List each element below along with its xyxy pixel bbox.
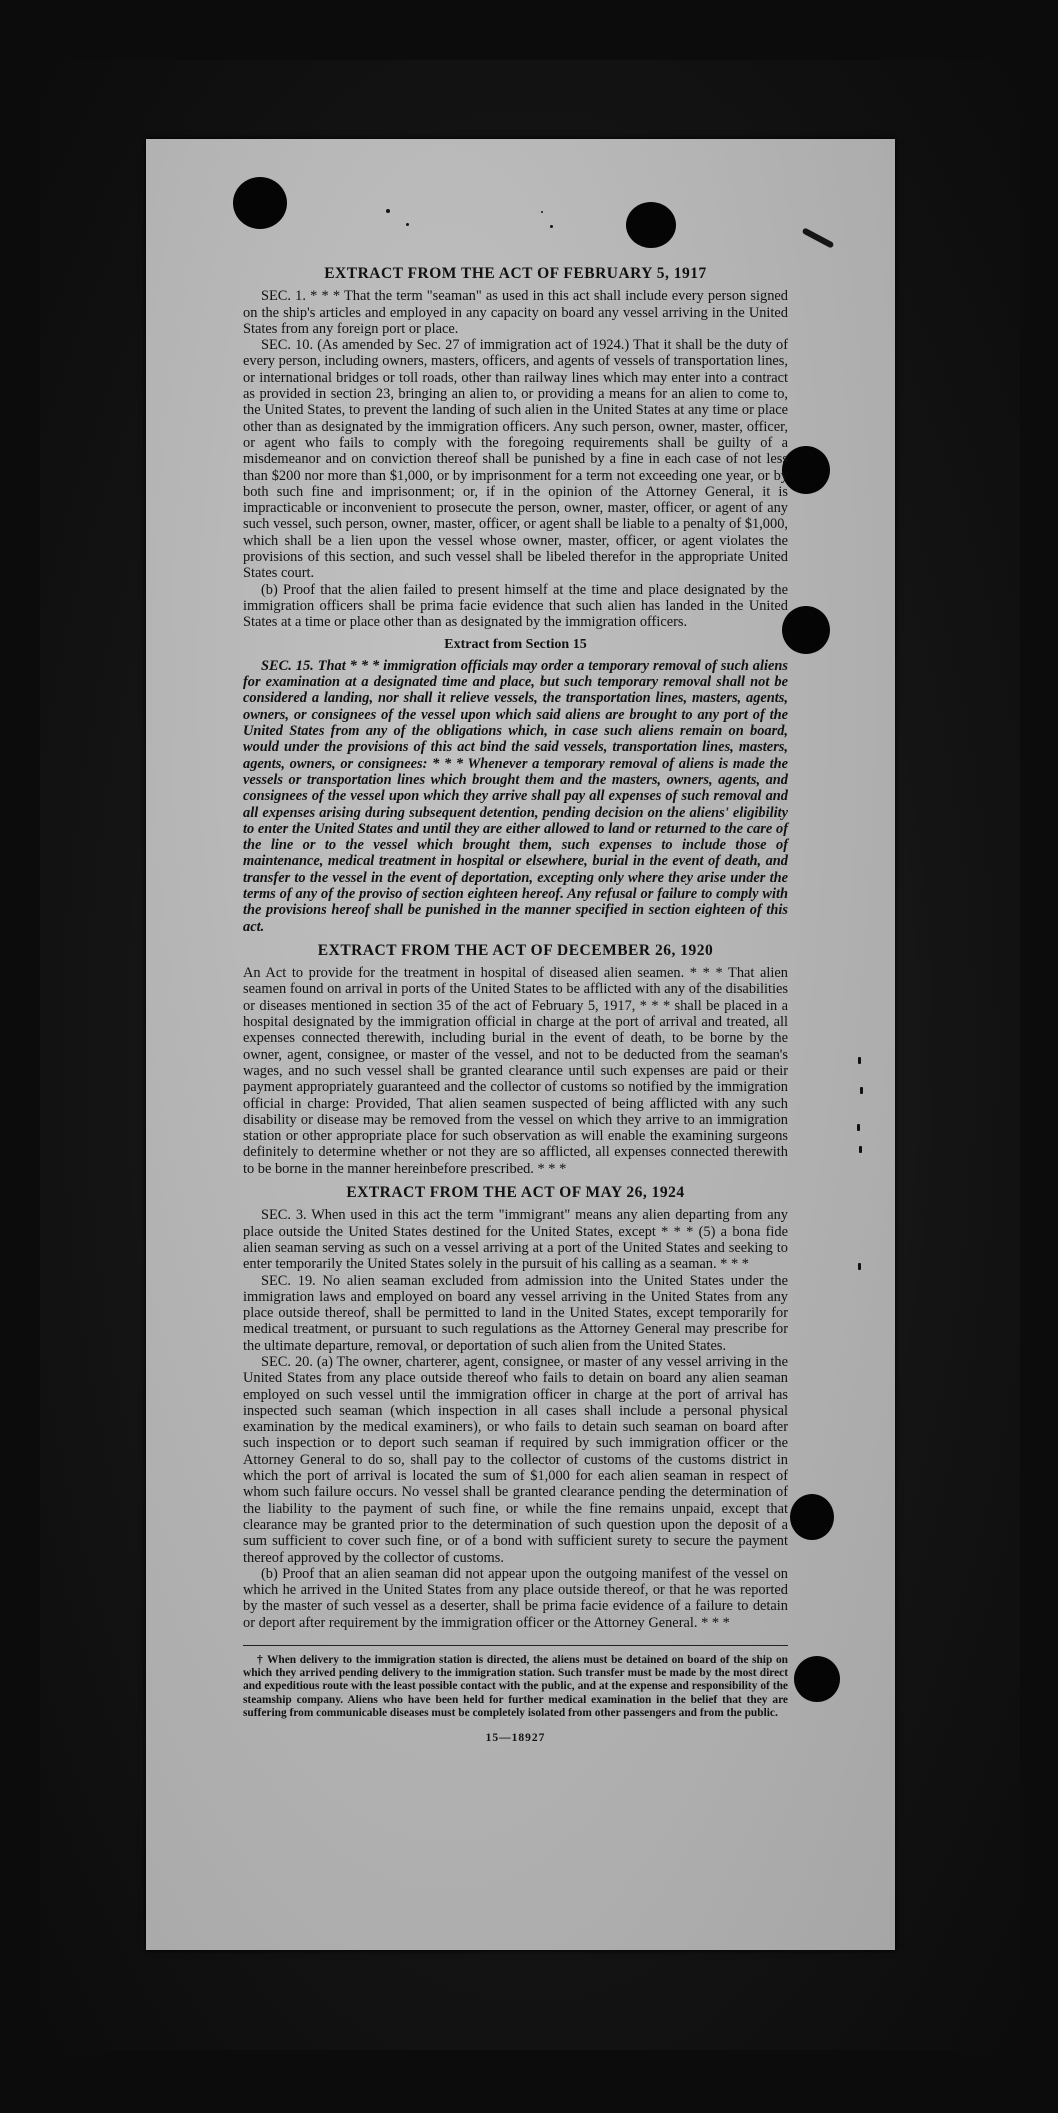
paragraph: SEC. 1. * * * That the term "seaman" as used in this act shall include every person signed on the ship's articles and employed in any capacity on board any vessel arriving in the United States from any foreign port or place.: [243, 288, 788, 337]
paragraph: SEC. 20. (a) The owner, charterer, agent, consignee, or master of any vessel arriving in the United States from any place outside thereof who fails to detain on board any alien seaman employed on such vessel until the immigration officer in charge at the port of arrival has inspected such seaman (which inspection in all cases shall include a personal physical examination by the medical examiners), or who fails to detain such seaman on board after such inspection or to deport such seaman if required by such immigration officer or the Attorney General to do so, shall pay to the collector of customs of the customs district in which the port of arrival is located the sum of $1,000 for each alien seaman in respect of whom such failure occurs. No vessel shall be granted clearance pending the determination of the liability to the payment of such fine, or while the fine remains unpaid, except that clearance may be granted prior to the determination of such question upon the deposit of a sum sufficient to cover such fine, or of a bond with sufficient surety to secure the payment thereof approved by the collector of customs.: [243, 1354, 788, 1566]
speck: [386, 209, 390, 213]
paragraph: An Act to provide for the treatment in hospital of diseased alien seamen. * * * That alien seamen found on arrival in ports of the United States to be afflicted with any of the disabilities or diseases mentioned in section 35 of the act of February 5, 1917, * * * shall be placed in a hospital designated by the immigration official in charge at the port of arrival and treated, all expenses connected therewith, including burial in the event of death, to be borne by the owner, agent, consignee, or master of the vessel, and not to be deducted from the seaman's wages, and no such vessel shall be granted clearance until such expenses are paid or their payment appropriately guaranteed and the collector of customs so notified by the immigration official in charge: Provided, That alien seamen suspected of being afflicted with any such disability or disease may be removed from the vessel on which they arrive to an immigration station or other appropriate place for such observation as will enable the examining surgeons definitely to determine whether or not they are so afflicted, all expenses connected therewith to be borne in the manner hereinbefore prescribed. * * *: [243, 965, 788, 1177]
form-number: 15—18927: [485, 1732, 546, 1745]
punch-hole-right-2: [782, 606, 830, 654]
footnote: [243, 1654, 788, 1720]
heading-act-1924: EXTRACT FROM THE ACT OF MAY 26, 1924: [346, 1184, 685, 1202]
punch-hole-right-4: [794, 1656, 840, 1702]
document-text: [243, 266, 788, 1746]
speck: [550, 225, 553, 228]
staple-mark: [802, 227, 835, 248]
heading-section-15: Extract from Section 15: [444, 636, 587, 652]
paragraph: (b) Proof that an alien seaman did not appear upon the outgoing manifest of the vessel on which he arrived in the United States from any place outside thereof, or that he was reported by the master of such vessel as a deserter, shall be prima facie evidence of a failure to detain or deport after requirement by the immigration officer or the Attorney General. * * *: [243, 1565, 788, 1631]
punch-hole-top-right: [626, 202, 676, 248]
speck: [406, 223, 409, 226]
margin-mark: [859, 1146, 862, 1153]
speck: [541, 211, 543, 213]
document-page: [146, 139, 895, 1950]
heading-act-1917: EXTRACT FROM THE ACT OF FEBRUARY 5, 1917: [324, 265, 707, 282]
punch-hole-top-left: [233, 177, 287, 229]
paragraph: SEC. 3. When used in this act the term "immigrant" means any alien departing from any place outside the United States destined for the United States, except * * * (5) a bona fide alien seaman serving as such on a vessel arriving at a port of the United States and seeking to enter temporarily the United States solely in the pursuit of his calling as a seaman. * * *: [243, 1207, 788, 1273]
footnote-divider: [243, 1645, 788, 1646]
margin-mark: [858, 1263, 861, 1270]
punch-hole-right-1: [782, 446, 830, 494]
paragraph: SEC. 19. No alien seaman excluded from admission into the United States under the immigration laws and employed on board any vessel arriving in the United States from any place outside thereof, shall be permitted to land in the United States, except temporarily for medical treatment, or pursuant to such regulations as the Attorney General may prescribe for the ultimate departure, removal, or deportation of such alien from the United States.: [243, 1272, 788, 1354]
punch-hole-right-3: [790, 1494, 834, 1540]
paragraph-section-15: SEC. 15. That * * * immigration officials may order a temporary removal of such aliens for examination at a designated time and place, but such temporary removal shall not be considered a landing, nor shall it relieve vessels, the transportation lines, masters, agents, owners, or consignees of the vessel upon which said aliens are brought to any port of the United States from any of the obligations which, in case such aliens remain on board, would under the provisions of this act bind the said vessels, transportation lines, masters, agents, owners, or consignees: * * * Whenever a temporary removal of aliens is made the vessels or transportation lines which brought them and the masters, owners, agents, and consignees of the vessel upon which they arrive shall pay all expenses of such removal and all expenses arising during subsequent detention, pending decision on the aliens' eligibility to enter the United States and until they are either allowed to land or returned to the care of the line or to the vessel which brought them, such expenses to include those of maintenance, medical treatment in hospital or elsewhere, burial in the event of death, and transfer to the vessel in the event of deportation, excepting only where they arise under the terms of any of the proviso of section eighteen hereof. Any refusal or failure to comply with the provisions hereof shall be punished in the manner specified in section eighteen of this act.: [243, 657, 788, 935]
footnote-text: † When delivery to the immigration station is directed, the aliens must be detained on board of the ship on which they arrived pending delivery to the immigration station. Such transfer must be made by the most direct and expeditious route with the least possible contact with the public, and at the expense and responsibility of the steamship company. Aliens who have been held for further medical examination in the belief that they are suffering from communicable diseases must be completely isolated from other passengers and from the public.: [243, 1654, 788, 1719]
paragraph: (b) Proof that the alien failed to present himself at the time and place designated by the immigration officers shall be prima facie evidence that such alien has landed in the United States at a time or place other than as designated by the immigration officers.: [243, 581, 788, 631]
heading-act-1920: EXTRACT FROM THE ACT OF DECEMBER 26, 1920: [317, 941, 714, 959]
margin-mark: [858, 1057, 861, 1064]
margin-mark: [860, 1087, 863, 1094]
paragraph: SEC. 10. (As amended by Sec. 27 of immigration act of 1924.) That it shall be the duty of every person, including owners, masters, officers, and agents of vessels of transportation lines, or international bridges or toll roads, other than railway lines which may enter into a contract as provided in section 23, bringing an alien to, or providing a means for an alien to come to, the United States, to prevent the landing of such alien in the United States at any time or place other than as designated by the immigration officers. Any such person, owner, master, officer, or agent who fails to comply with the foregoing requirements shall be guilty of a misdemeanor and on conviction thereof shall be punished by a fine in each case of not less than $200 nor more than $1,000, or by imprisonment for a term not exceeding one year, or by both such fine and imprisonment; or, if in the opinion of the Attorney General, it is impracticable or inconvenient to prosecute the person, owner, master, officer, or agent of any such vessel, such person, owner, master, officer, or agent shall be liable to a penalty of $1,000, which shall be a lien upon the vessel whose owner, master, officer, or agent violates the provisions of this section, and such vessel shall be libeled therefor in the appropriate United States court.: [243, 337, 788, 582]
margin-mark: [857, 1124, 860, 1131]
